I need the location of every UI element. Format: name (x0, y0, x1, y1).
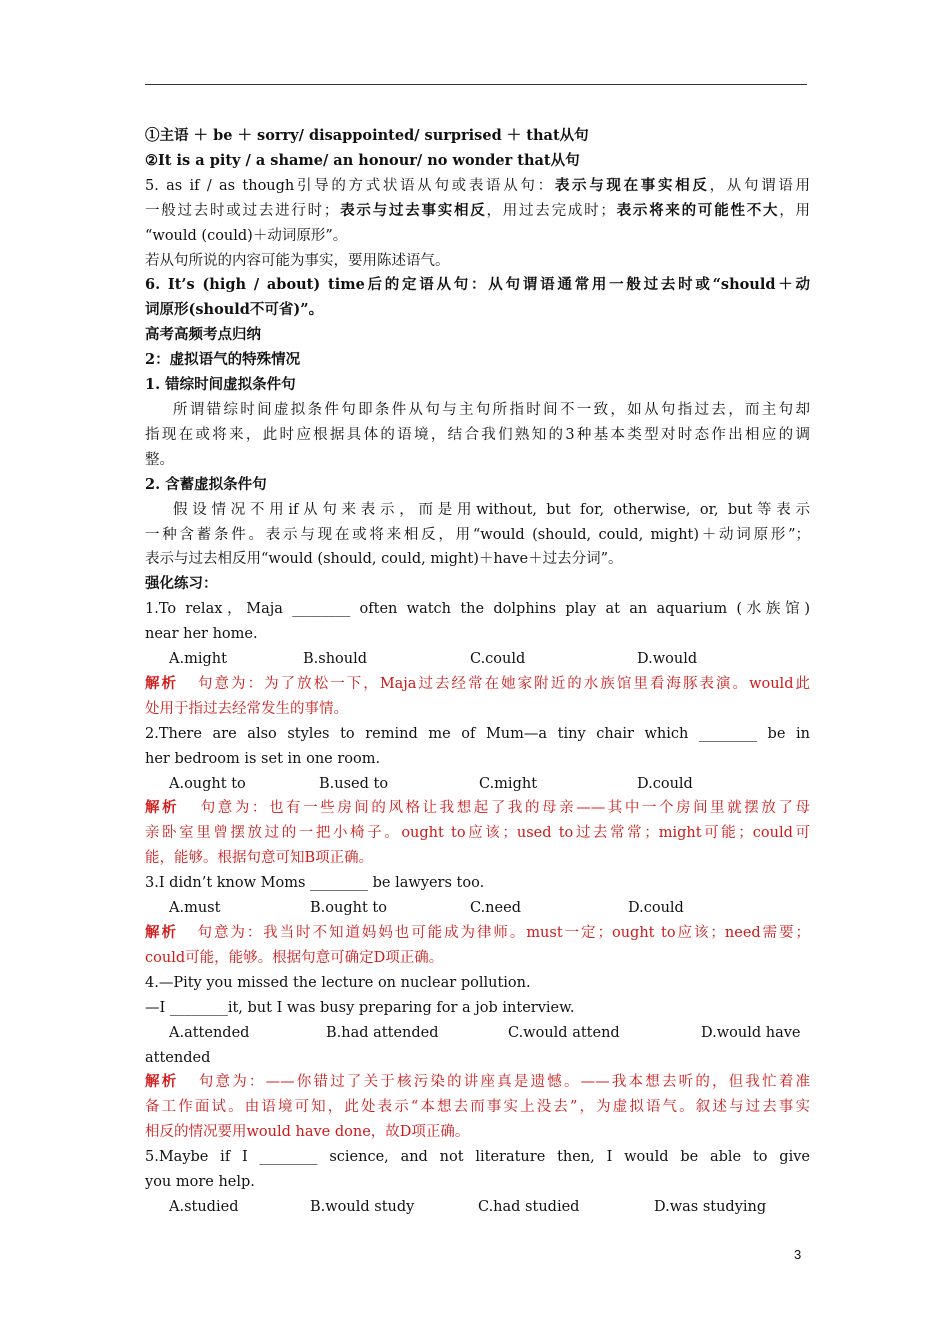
text: ，用 (779, 202, 810, 219)
option-d[interactable]: D.would (637, 651, 698, 668)
option-d[interactable]: D.would have (701, 1024, 801, 1041)
option-d[interactable]: D.was studying (654, 1198, 767, 1215)
topic-1-para-line-1: 所谓错综时间虚拟条件句即条件从句与主句所指时间不一致，如从句指过去，而主句却 (173, 401, 810, 418)
option-d[interactable]: D.could (628, 900, 684, 917)
analysis-text: 句意为：也有一些房间的风格让我想起了我的母亲——其中一个房间里就摆放了母 (200, 800, 810, 817)
option-a[interactable]: A.might (169, 651, 227, 668)
topic-2-para-line-2: 一种含蓄条件。表示与现在或将来相反，用“would (should, could, might)＋动词原形”； (145, 526, 810, 543)
topic-2-heading: 2. 含蓄虚拟条件句 (145, 475, 267, 493)
option-a[interactable]: A.must (169, 900, 221, 917)
rule-5-line-2 (145, 199, 810, 224)
option-c[interactable]: C.need (470, 900, 521, 917)
rule-line-2: ②It is a pity / a shame/ an honour/ no wonder that从句 (145, 151, 580, 169)
question-5-options (145, 1195, 810, 1220)
topic-2-para-line-1: 假设情况不用if从句来表示，而是用without, but for, otherwise, or, but等表示 (173, 501, 810, 518)
text: ，从句谓语用 (709, 177, 810, 194)
rule-5-line-3: “would (could)＋动词原形”。 (145, 227, 348, 244)
question-1-stem-line-2: near her home. (145, 626, 258, 643)
question-4-analysis-line-2: 备工作面试。由语境可知，此处表示“本想去而事实上没去”，为虚拟语气。叙述与过去事实 (145, 1099, 810, 1116)
topic-1-para-line-3: 整。 (145, 451, 174, 468)
question-2-options (145, 772, 810, 797)
question-4-options (145, 1021, 810, 1046)
exercise-heading: 强化练习： (145, 575, 218, 593)
question-4-analysis-line-3: 相反的情况要用would have done，故D项正确。 (145, 1124, 470, 1141)
question-2-analysis-line-2: 亲卧室里曾摆放过的一把小椅子。ought to应该；used to过去常常；might可能；could可 (145, 825, 810, 842)
question-2-stem-line-2: her bedroom is set in one room. (145, 750, 381, 767)
question-2-analysis-line-3: 能，能够。根据句意可知B项正确。 (145, 850, 374, 867)
option-b[interactable]: B.should (303, 651, 368, 668)
question-3-analysis-line-2: could可能，能够。根据句意可确定D项正确。 (145, 949, 444, 966)
option-a[interactable]: A.ought to (169, 775, 246, 792)
question-1-analysis-line-2: 处用于指过去经常发生的事情。 (145, 700, 348, 717)
option-a[interactable]: A.studied (169, 1198, 239, 1215)
analysis-text: 句意为：——你错过了关于核污染的讲座真是遗憾。——我本想去听的，但我忙着准 (198, 1074, 810, 1091)
option-c[interactable]: C.would attend (508, 1024, 620, 1041)
option-c[interactable]: C.might (479, 775, 538, 792)
rule-5-note: 若从句所说的内容可能为事实，要用陈述语气。 (145, 252, 450, 269)
option-b[interactable]: B.used to (319, 775, 389, 792)
topic-2-para-line-3: 表示与过去相反用“would (should, could, might)＋have＋过去分词”。 (145, 551, 623, 568)
analysis-label: 解析 (145, 674, 179, 692)
rule-6-line-1: 6. It’s (high / about) time后的定语从句：从句谓语通常用一般过去时或“should＋动 (145, 276, 810, 294)
question-4-stem-line-1: 4.—Pity you missed the lecture on nuclear pollution. (145, 974, 531, 991)
question-1-analysis-line-1 (145, 672, 810, 697)
page-number: 3 (794, 1247, 802, 1262)
emphasis: 表示与过去事实相反 (338, 201, 487, 219)
page-content (145, 124, 810, 1220)
header-rule (145, 84, 807, 85)
question-4-analysis-line-1 (145, 1070, 810, 1095)
question-1-options (145, 647, 810, 672)
question-2-stem-line-1: 2.There are also styles to remind me of Mum—a tiny chair which ________ be in (145, 725, 810, 742)
subsection-heading: 2：虚拟语气的特殊情况 (145, 351, 301, 369)
question-1-stem-line-1: 1.To relax，Maja ________ often watch the dolphins play at an aquarium (水族馆) (145, 601, 810, 618)
topic-1-heading: 1. 错综时间虚拟条件句 (145, 376, 296, 394)
option-d[interactable]: D.could (637, 775, 693, 792)
rule-5-line-1 (145, 174, 810, 199)
option-b[interactable]: B.had attended (326, 1024, 439, 1041)
option-b[interactable]: B.ought to (310, 900, 387, 917)
question-2-analysis-line-1 (145, 796, 810, 821)
text: 一般过去时或过去进行时； (145, 202, 339, 219)
analysis-label: 解析 (145, 924, 178, 941)
question-5-stem-line-2: you more help. (145, 1174, 255, 1191)
analysis-label: 解析 (145, 1073, 179, 1091)
analysis-text: 句意为：我当时不知道妈妈也可能成为律师。must一定；ought to应该；need需要； (197, 925, 810, 941)
emphasis: 表示将来的可能性不大 (614, 201, 780, 219)
emphasis: 表示与现在事实相反 (554, 176, 710, 194)
topic-1-para-line-2: 指现在或将来，此时应根据具体的语境，结合我们熟知的3种基本类型对时态作出相应的调 (145, 426, 810, 443)
option-c[interactable]: C.had studied (478, 1198, 580, 1215)
option-c[interactable]: C.could (470, 651, 526, 668)
question-4-stem-line-2: —I ________it, but I was busy preparing for a job interview. (145, 999, 575, 1016)
option-a[interactable]: A.attended (169, 1024, 250, 1041)
section-heading: 高考高频考点归纳 (145, 326, 261, 344)
question-3-options (145, 896, 810, 921)
text: ，用过去完成时； (486, 202, 615, 219)
rule-line-1: ①主语 ＋ be ＋ sorry/ disappointed/ surprised ＋ that从句 (145, 127, 589, 144)
text: 5. as if / as though引导的方式状语从句或表语从句： (145, 177, 555, 194)
analysis-label: 解析 (145, 799, 180, 817)
question-5-stem-line-1: 5.Maybe if I ________ science, and not literature then, I would be able to give (145, 1149, 810, 1166)
option-b[interactable]: B.would study (310, 1198, 415, 1215)
rule-6-line-2: 词原形(should不可省)”。 (145, 301, 324, 319)
question-3-stem-line-1: 3.I didn’t know Moms ________ be lawyers too. (145, 875, 485, 892)
question-4-option-wrap: attended (145, 1049, 211, 1066)
question-3-analysis-line-1 (145, 921, 810, 946)
analysis-text: 句意为：为了放松一下，Maja过去经常在她家附近的水族馆里看海豚表演。would此 (197, 675, 810, 692)
